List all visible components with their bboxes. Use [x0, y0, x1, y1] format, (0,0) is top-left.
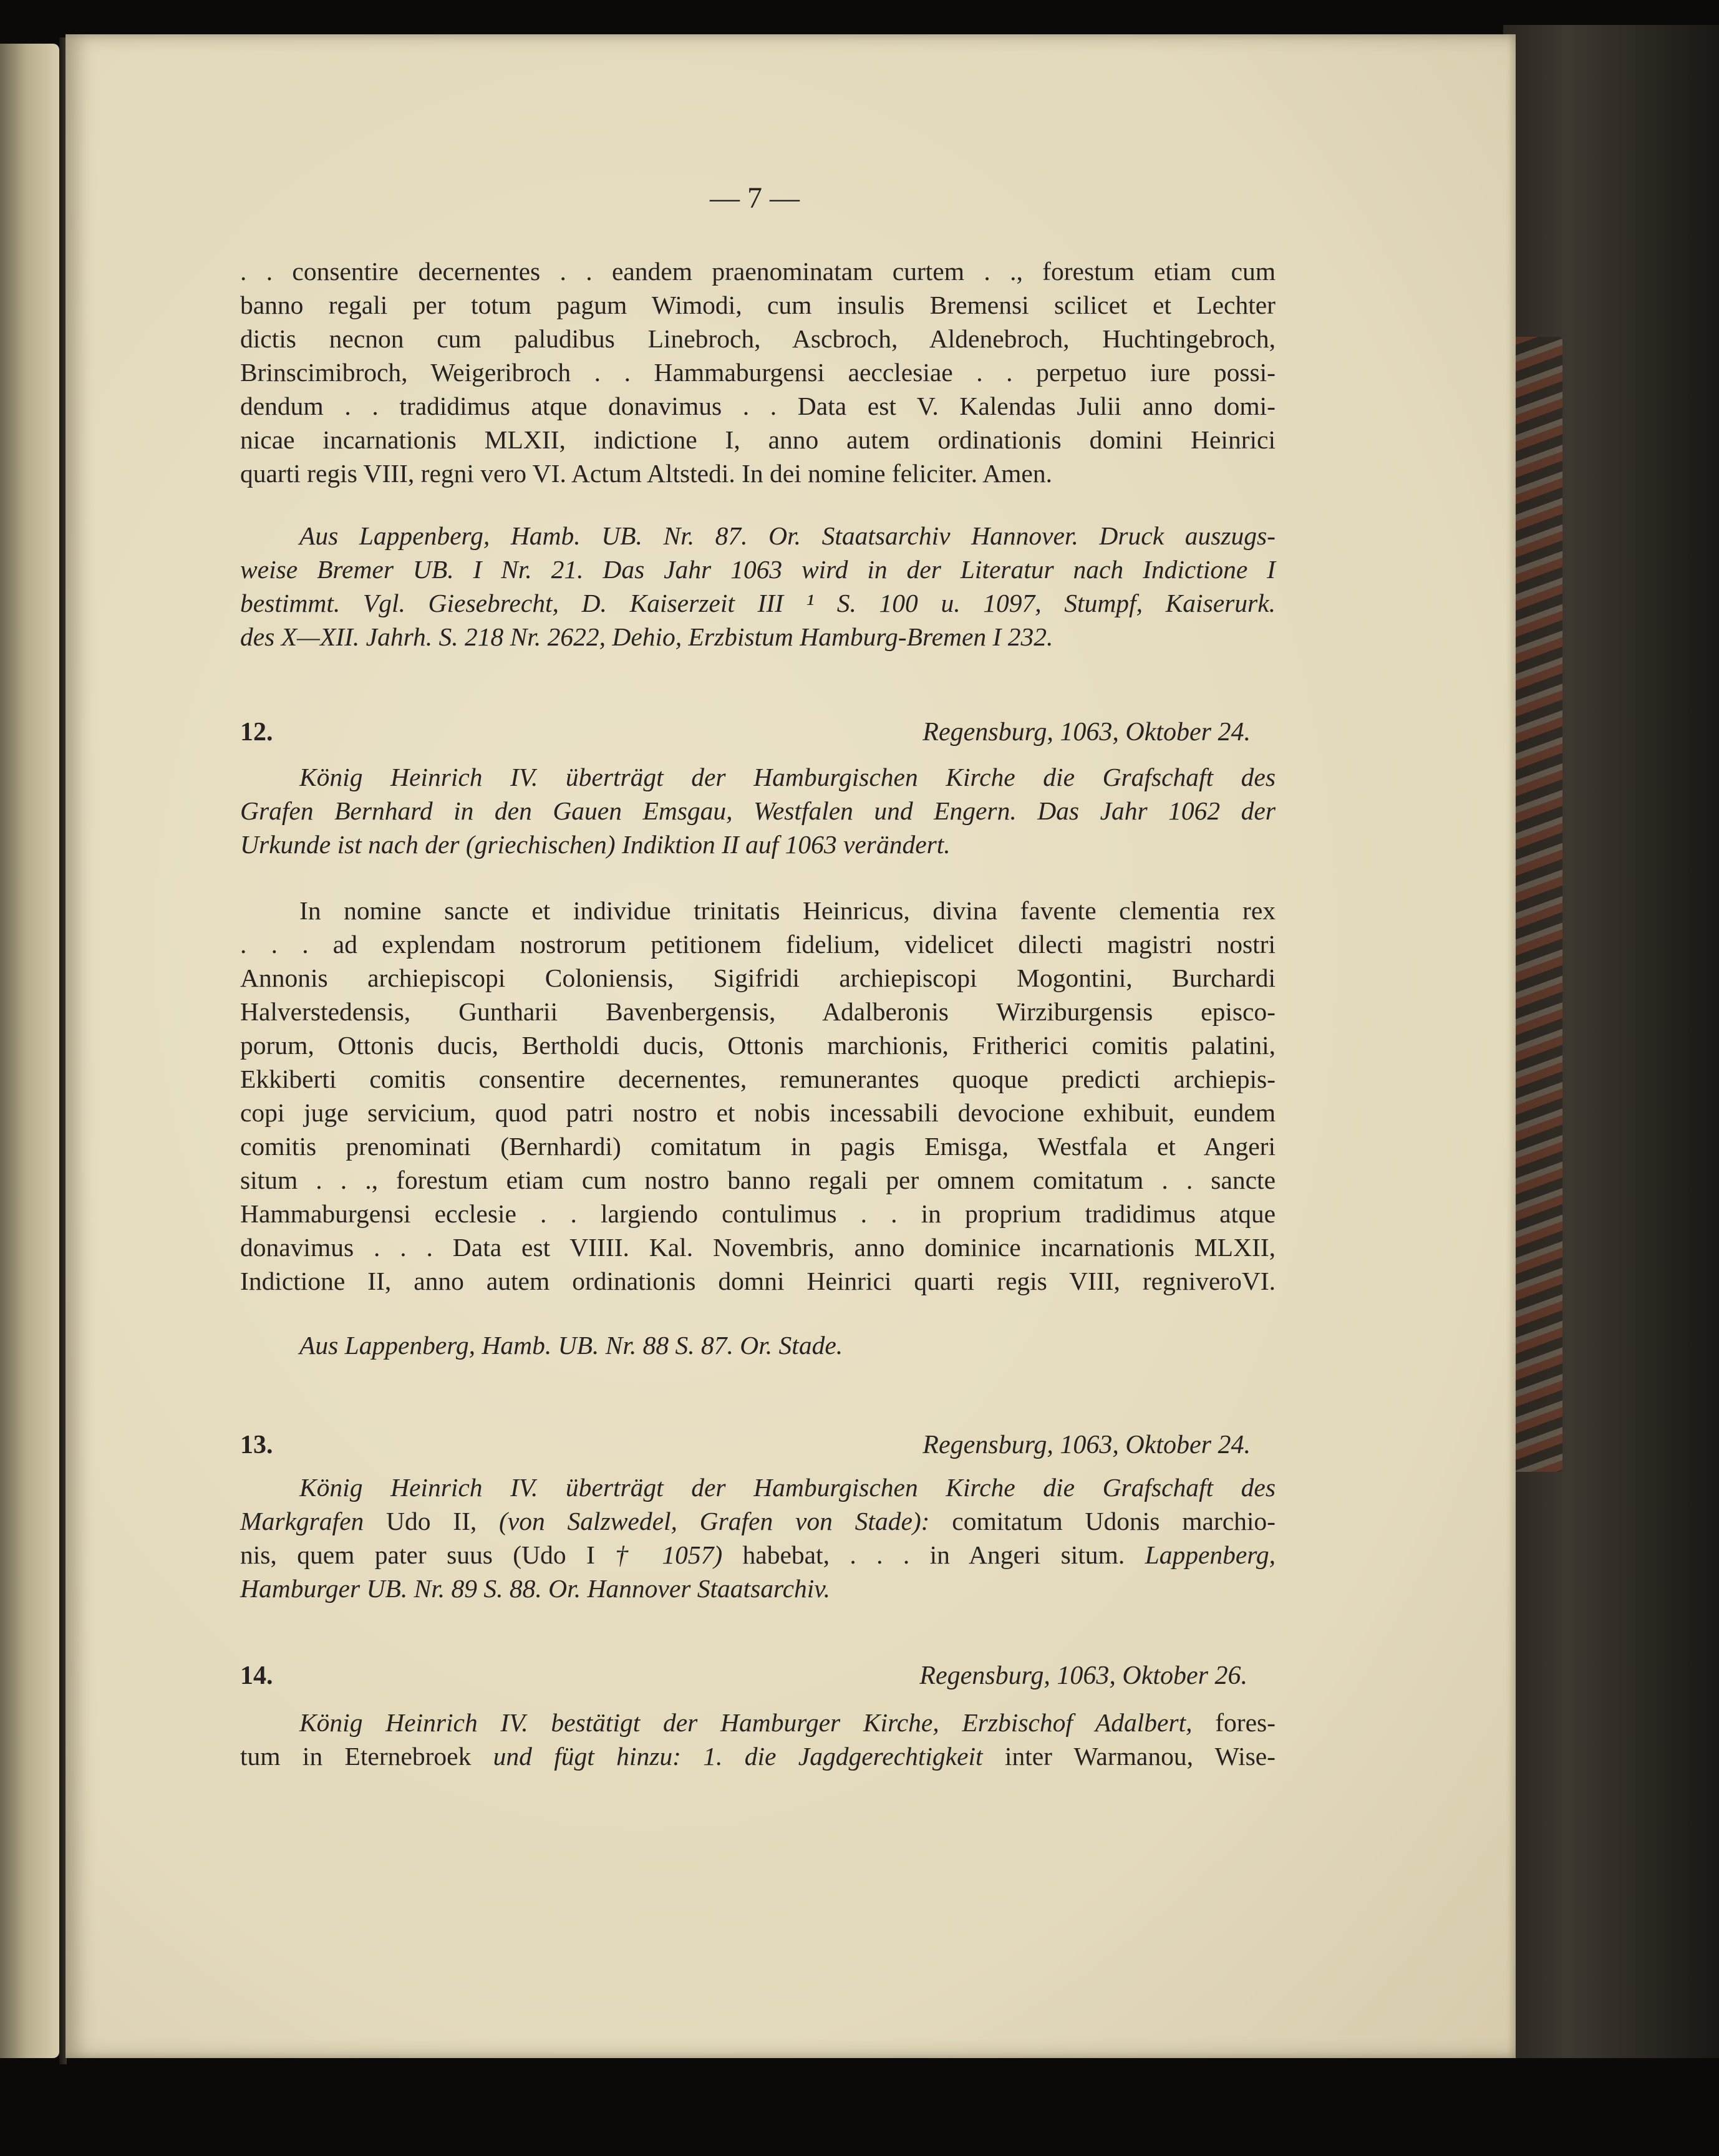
regest-italic: (von Salzwedel, Grafen von Stade): — [499, 1507, 930, 1535]
text-line: quarti regis VIII, regni vero VI. Actum Altstedi. In dei nomine feliciter. Amen. — [240, 459, 1052, 488]
charter-text-11 — [240, 254, 1276, 490]
text-line: comitis prenominati (Bernhardi) comitatum in pagis Emisga, Westfala et Angeri — [240, 1132, 1276, 1161]
doc-12-source — [240, 1328, 1276, 1362]
regest-line — [240, 1706, 1276, 1739]
regest-roman: inter Warmanou, Wise- — [982, 1742, 1276, 1771]
text-line: Brinscimibroch, Weigeribroch . . Hammaburgensi aecclesiae . . perpetuo iure possi- — [240, 358, 1276, 387]
source-line: Aus Lappenberg, Hamb. UB. Nr. 88 S. 87. Or. Stade. — [299, 1331, 843, 1360]
regest-roman: Udo II, — [364, 1507, 500, 1535]
regest-line — [240, 1504, 1276, 1538]
text-line: donavimus . . . Data est VIIII. Kal. Novembris, anno dominice incarnationis MLXII, — [240, 1233, 1276, 1262]
doc-number: 14. — [240, 1661, 273, 1690]
text-line: porum, Ottonis ducis, Bertholdi ducis, Ottonis marchionis, Fritherici comitis palatini, — [240, 1031, 1276, 1060]
text-line: Hammaburgensi ecclesie . . largiendo contulimus . . in proprium tradidimus atque — [240, 1199, 1276, 1228]
text-line: Indictione II, anno autem ordinationis domni Heinrici quarti regis VIII, regniveroVI. — [240, 1267, 1276, 1295]
text-line: . . . ad explendam nostrorum petitionem fidelium, videlicet dilecti magistri nostri — [240, 930, 1276, 959]
regest-roman: fores- — [1192, 1708, 1276, 1737]
doc-12-heading — [240, 715, 1276, 749]
doc-number: 12. — [240, 718, 273, 747]
regest-italic: und fügt hinzu: 1. die Jagdgerechtigkeit — [493, 1742, 983, 1771]
regest-line — [240, 1538, 1276, 1572]
left-page-edge — [0, 44, 59, 2058]
regest-line: Urkunde ist nach der (griechischen) Indiktion II auf 1063 verändert. — [240, 830, 951, 859]
source-note-11 — [240, 519, 1276, 654]
regest-roman: tum in Eternebroek — [240, 1742, 493, 1771]
regest-italic: † 1057) — [615, 1540, 723, 1569]
text-line: dendum . . tradidimus atque donavimus . . Data est V. Kalendas Julii anno domi- — [240, 392, 1276, 420]
place-date: Regensburg, 1063, Oktober 24. — [922, 718, 1251, 747]
page-number: — 7 — — [710, 181, 800, 215]
text-line: nicae incarnationis MLXII, indictione I, anno autem ordinationis domini Heinrici — [240, 425, 1276, 454]
text-line: . . consentire decernentes . . eandem praenominatam curtem . ., forestum etiam cum — [240, 257, 1276, 286]
doc-14-heading — [240, 1659, 1276, 1693]
doc-number: 13. — [240, 1431, 273, 1459]
regest-line: König Heinrich IV. überträgt der Hamburgischen Kirche die Grafschaft des — [299, 763, 1276, 791]
doc-12-regest — [240, 760, 1276, 861]
place-date: Regensburg, 1063, Oktober 26. — [919, 1661, 1247, 1690]
regest-roman: nis, quem pater suus (Udo I — [240, 1540, 616, 1569]
text-line: Halverstedensis, Guntharii Bavenbergensis, Adalberonis Wirziburgensis episco- — [240, 997, 1276, 1026]
text-line: Annonis archiepiscopi Coloniensis, Sigifridi archiepiscopi Mogontini, Burchardi — [240, 964, 1276, 992]
place-date: Regensburg, 1063, Oktober 24. — [922, 1431, 1251, 1459]
regest-line — [240, 1739, 1276, 1773]
regest-line: Grafen Bernhard in den Gauen Emsgau, Westfalen und Engern. Das Jahr 1062 der — [240, 796, 1276, 825]
regest-italic: König Heinrich IV. bestätigt der Hamburger Kirche, Erzbischof Adalbert, — [299, 1708, 1193, 1737]
regest-italic: Markgrafen — [240, 1507, 364, 1535]
note-line: Aus Lappenberg, Hamb. UB. Nr. 87. Or. Staatsarchiv Hannover. Druck auszugs- — [299, 521, 1276, 550]
note-line: weise Bremer UB. I Nr. 21. Das Jahr 1063 wird in der Literatur nach Indictione I — [240, 555, 1276, 584]
note-line: bestimmt. Vgl. Giesebrecht, D. Kaiserzeit III ¹ S. 100 u. 1097, Stumpf, Kaiserurk. — [240, 589, 1276, 617]
doc-13-regest — [240, 1471, 1276, 1605]
doc-12-text — [240, 894, 1276, 1298]
text-line: situm . . ., forestum etiam cum nostro banno regali per omnem comitatum . . sancte — [240, 1166, 1276, 1194]
marbled-edge — [1513, 337, 1562, 1472]
note-line: des X—XII. Jahrh. S. 218 Nr. 2622, Dehio, Erzbistum Hamburg-Bremen I 232. — [240, 622, 1053, 651]
regest-line: König Heinrich IV. überträgt der Hamburgischen Kirche die Grafschaft des — [299, 1473, 1276, 1502]
text-line: Ekkiberti comitis consentire decernentes, remunerantes quoque predicti archiepis- — [240, 1065, 1276, 1093]
doc-13-heading — [240, 1428, 1276, 1462]
text-line: copi juge servicium, quod patri nostro et nobis incessabili devocione exhibuit, eundem — [240, 1098, 1276, 1127]
doc-14-regest — [240, 1706, 1276, 1773]
regest-line: Hamburger UB. Nr. 89 S. 88. Or. Hannover Staatsarchiv. — [240, 1574, 831, 1603]
regest-roman: habebat, . . . in Angeri situm. — [722, 1540, 1145, 1569]
regest-roman: comitatum Udonis marchio- — [929, 1507, 1276, 1535]
regest-italic: Lappenberg, — [1145, 1540, 1276, 1569]
text-line: In nomine sancte et individue trinitatis Heinricus, divina favente clementia rex — [299, 896, 1276, 925]
text-line: banno regali per totum pagum Wimodi, cum insulis Bremensi scilicet et Lechter — [240, 291, 1276, 319]
text-line: dictis necnon cum paludibus Linebroch, Ascbroch, Aldenebroch, Huchtingebroch, — [240, 324, 1276, 353]
